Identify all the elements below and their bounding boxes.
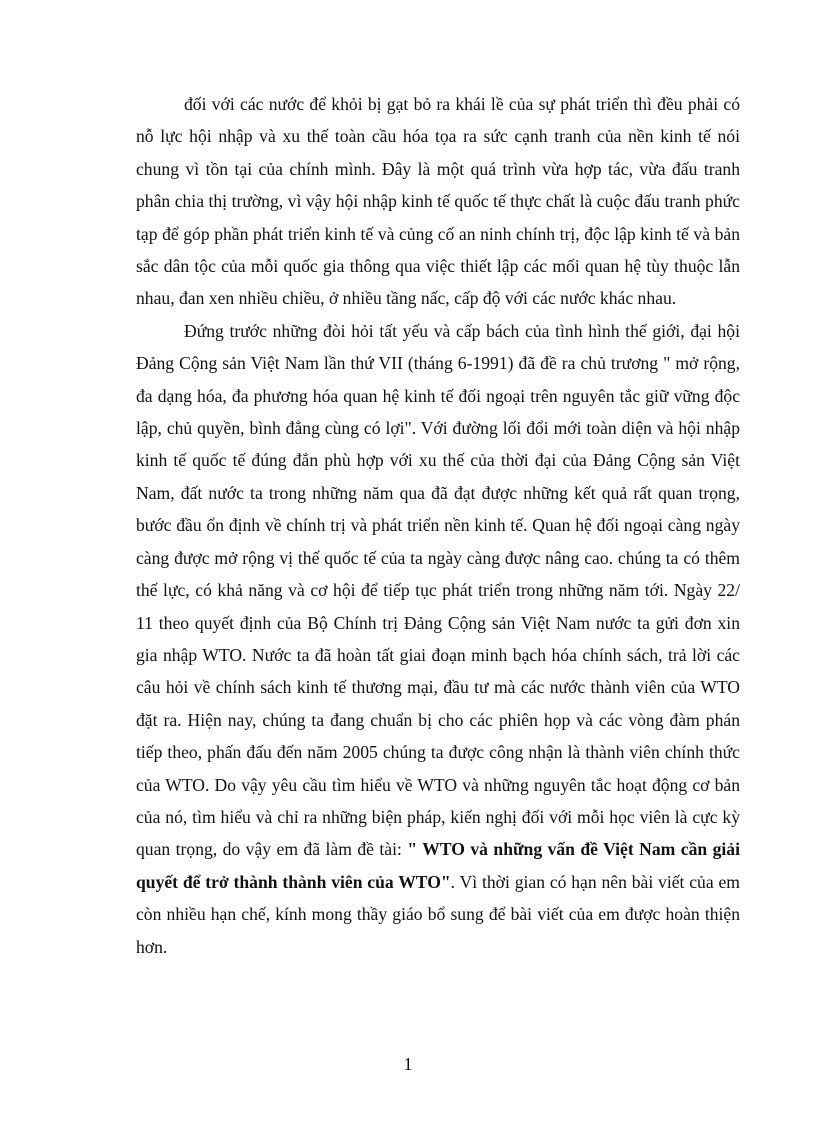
paragraph-2-text: Đứng trước những đòi hỏi tất yếu và cấp bách của tình hình thế giới, đại hội Đảng Cộng sản Việt Nam lần thứ VII (tháng 6-1991) đã đề ra chủ trương " mở rộng, đa dạng hóa, đa phương hóa quan hệ kinh tế đối ngoại trên nguyên tắc giữ vững độc lập, chủ quyền, bình đẳng cùng có lợi". Với đường lối đổi mới toàn diện và hội nhập kinh tế quốc tế đúng đắn phù hợp với xu thế của thời đại của Đảng Cộng sản Việt Nam, đất nước ta trong những năm qua đã đạt được những kết quả rất quan trọng, bước đầu ổn định về chính trị và phát triển nền kinh tế. Quan hệ đối ngoại càng ngày càng được mở rộng vị thế quốc tế của ta ngày càng được nâng cao. chúng ta có thêm thế lực, có khả năng và cơ hội để tiếp tục phát triển trong những năm tới. Ngày 22/ 11 theo quyết định của Bộ Chính trị Đảng Cộng sản Việt Nam nước ta gửi đơn xin gia nhập WTO. Nước ta đã hoàn tất giai đoạn minh bạch hóa chính sách, trả lời các câu hỏi về chính sách kinh tế thương mại, đầu tư mà các nước thành viên của WTO đặt ra. Hiện nay, chúng ta đang chuẩn bị cho các phiên họp và các vòng đàm phán tiếp theo, phấn đấu đến năm 2005 chúng ta được công nhận là thành viên chính thức của WTO. Do vậy yêu cầu tìm hiểu về WTO và những nguyên tắc hoạt động cơ bản của nó, tìm hiểu và chỉ ra những biện pháp, kiến nghị đối với mỗi học viên là cực kỳ quan trọng, do vậy em đã làm đề tài: (136, 320, 740, 860)
paragraph-2 (136, 315, 740, 963)
paragraph-1-text: đối với các nước để khỏi bị gạt bỏ ra khái lề của sự phát triển thì đều phải có nỗ lực hội nhập và xu thế toàn cầu hóa tọa ra sức cạnh tranh của nền kinh tế nói chung vì tồn tại của chính mình. Đây là một quá trình vừa hợp tác, vừa đấu tranh phân chia thị trường, vì vậy hội nhập kinh tế quốc tế thực chất là cuộc đấu tranh phức tạp để góp phần phát triển kinh tế và củng cố an ninh chính trị, độc lập kinh tế và bản sắc dân tộc của mỗi quốc gia thông qua việc thiết lập các mối quan hệ tùy thuộc lẫn nhau, đan xen nhiều chiều, ở nhiều tầng nấc, cấp độ với các nước khác nhau. (136, 94, 740, 309)
page-number: 1 (403, 1054, 413, 1074)
thesis-title: " WTO và những vấn đề Việt Nam cần giải quyết để trở thành thành viên của WTO" (136, 839, 740, 892)
document-body (136, 88, 740, 963)
paragraph-2-closing-text: . Vì thời gian có hạn nên bài viết của em còn nhiều hạn chế, kính mong thầy giáo bổ sung để bài viết của em được hoàn thiện hơn. (136, 871, 740, 957)
paragraph-1 (136, 88, 740, 315)
